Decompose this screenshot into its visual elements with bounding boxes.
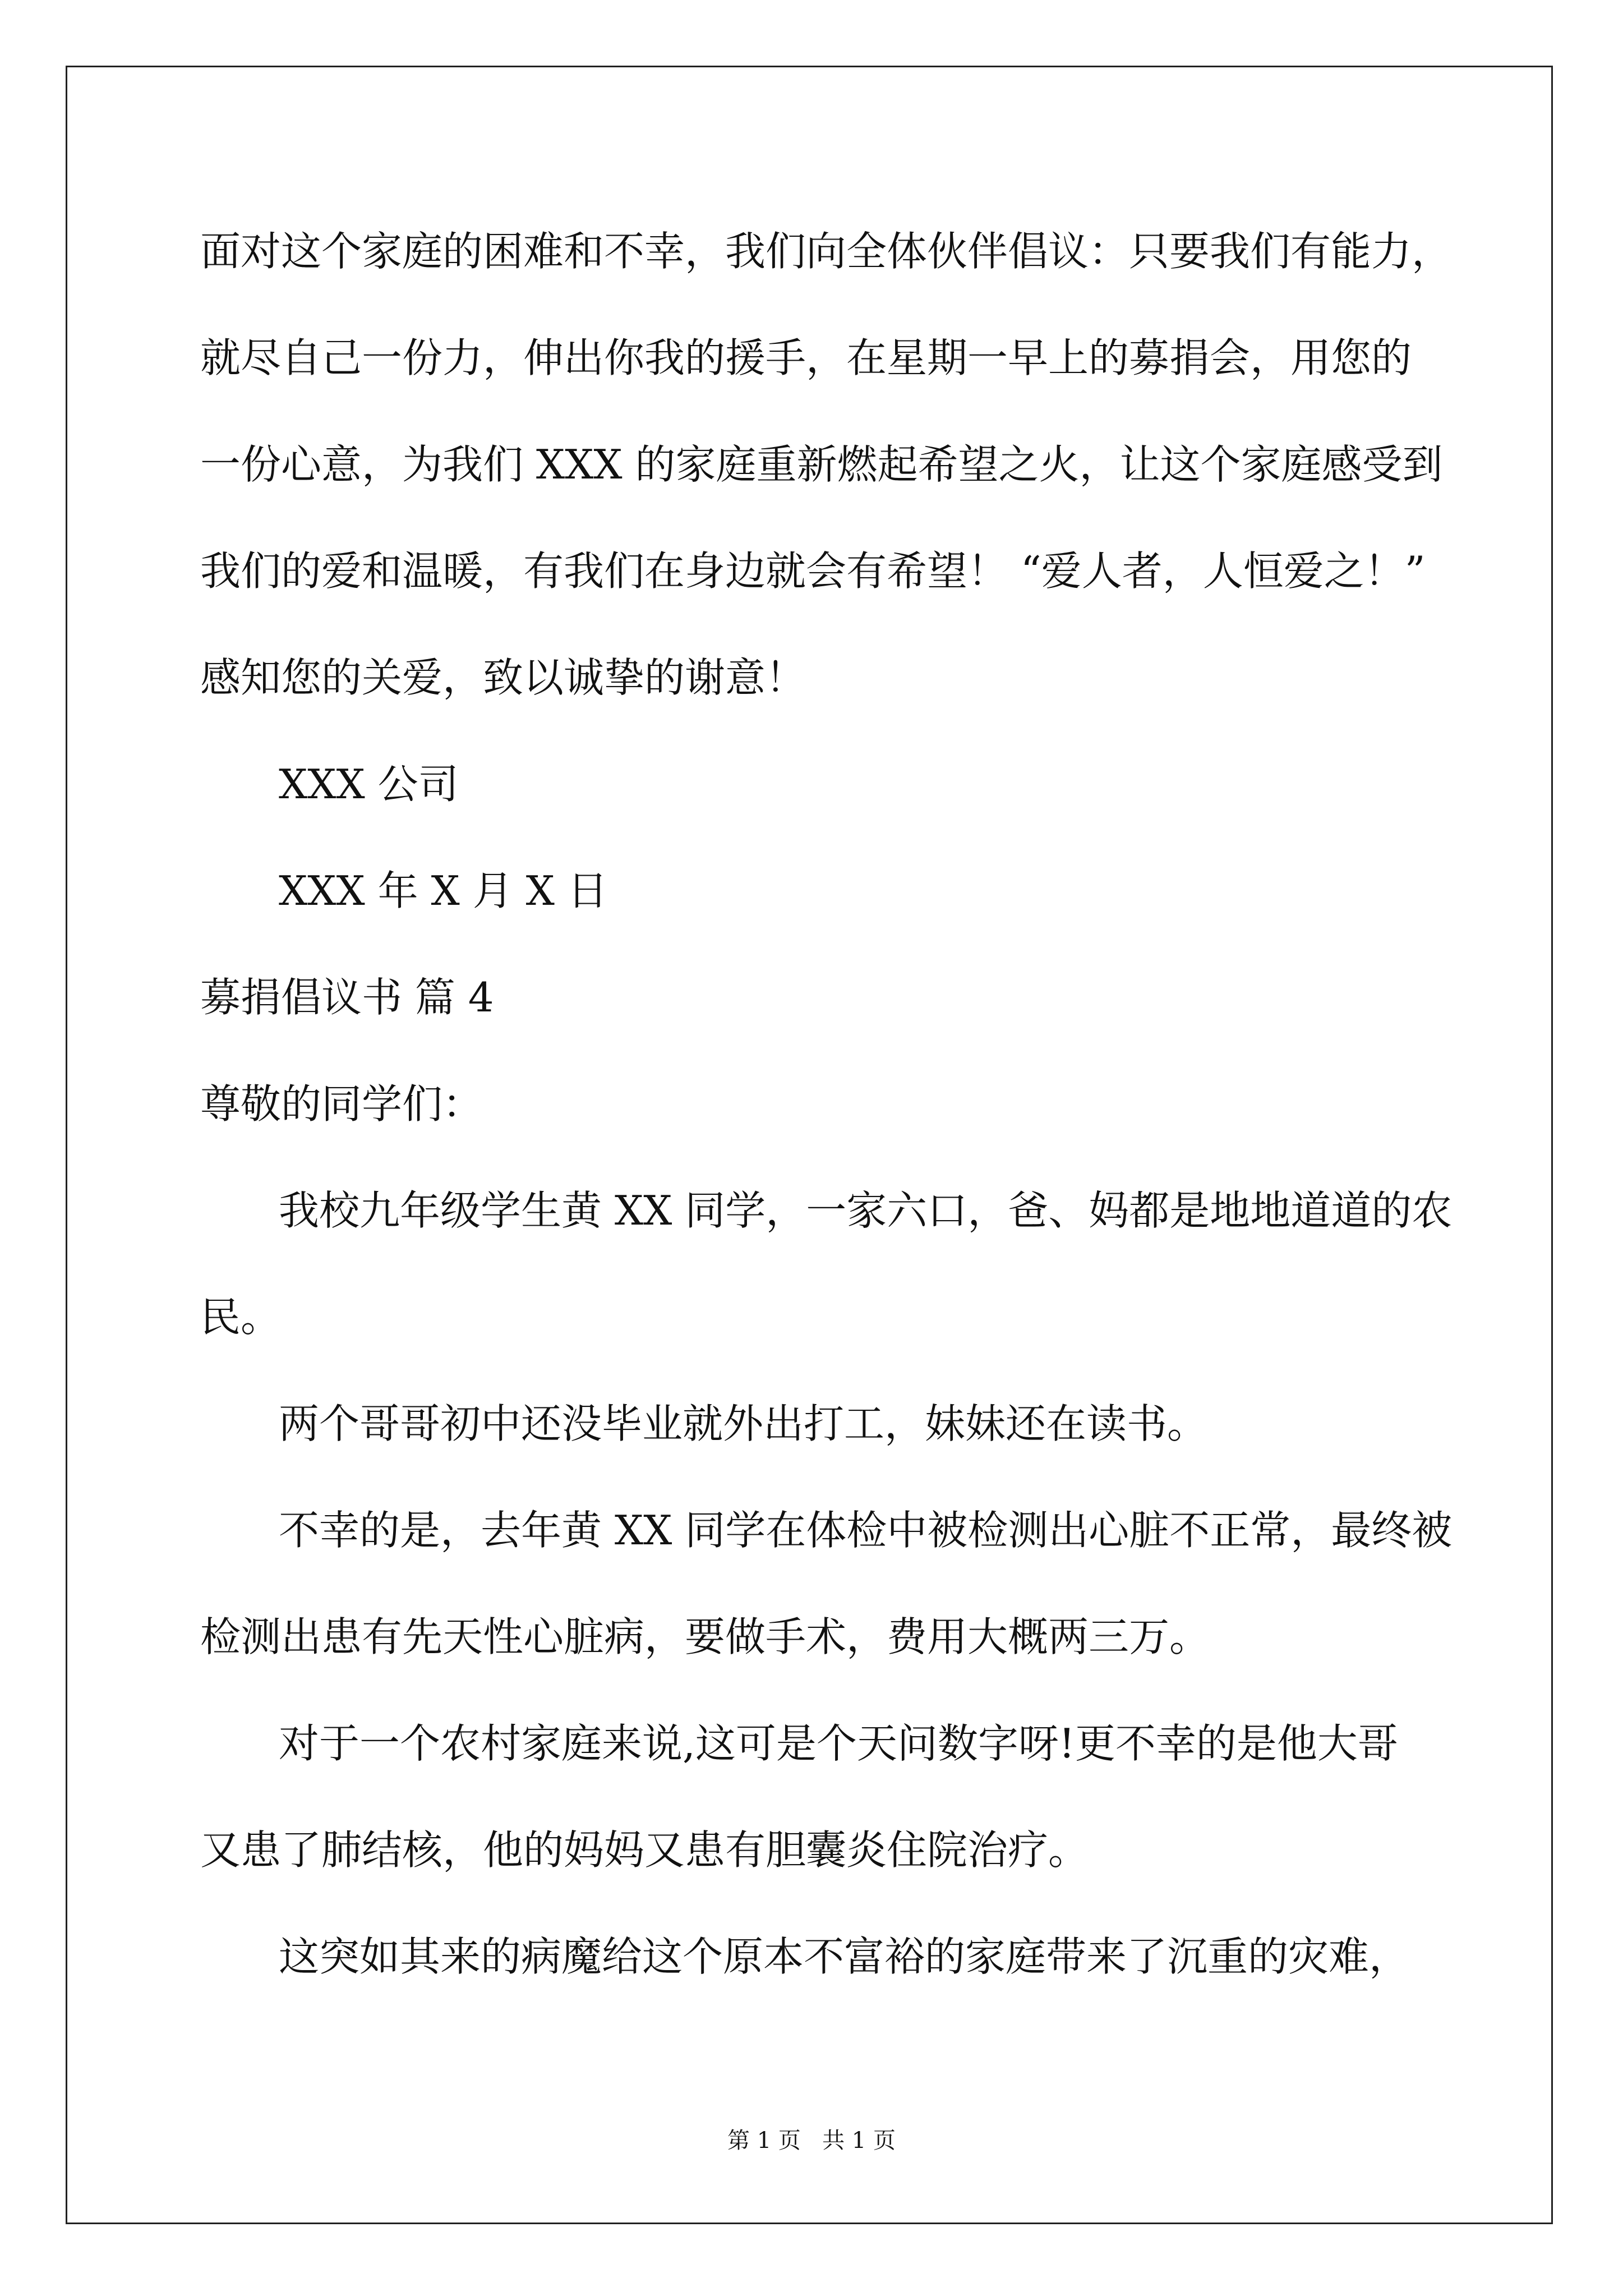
intro-paragraph <box>200 198 1535 731</box>
paragraph-line: 检测出患有先天性心脏病，要做手术，费用大概两三万。 <box>200 1613 1210 1660</box>
paragraph-line: 就尽自己一份力，伸出你我的援手，在星期一早上的募捐会，用您的 <box>200 334 1412 381</box>
body-paragraph <box>200 1690 1535 1903</box>
page-footer: 第 1 页 共 1 页 <box>727 2128 896 2154</box>
paragraph-line: 面对这个家庭的困难和不幸，我们向全体伙伴倡议：只要我们有能力， <box>200 228 1453 275</box>
paragraph-line: 这突如其来的病魔给这个原本不富裕的家庭带来了沉重的灾难， <box>279 1933 1410 1980</box>
salutation: 尊敬的同学们： <box>200 1080 483 1128</box>
paragraph-line: 民。 <box>200 1294 282 1341</box>
paragraph-line: 我们的爱和温暖，有我们在身边就会有希望！ “爱人者，人恒爱之！” <box>200 547 1426 595</box>
paragraph-line: 一份心意，为我们 XXX 的家庭重新燃起希望之火，让这个家庭感受到 <box>200 441 1443 488</box>
paragraph-line: 对于一个农村家庭来说,这可是个天问数字呀!更不幸的是他大哥 <box>279 1720 1398 1767</box>
paragraph-line: 又患了肺结核，他的妈妈又患有胆囊炎住院治疗。 <box>200 1826 1089 1874</box>
document-body <box>200 198 1535 2010</box>
body-paragraph <box>200 1477 1535 1690</box>
body-paragraph <box>200 1903 1535 2010</box>
signature-block <box>200 731 1535 944</box>
paragraph-line: 不幸的是，去年黄 XX 同学在体检中被检测出心脏不正常，最终被 <box>279 1507 1453 1554</box>
paragraph-line: 感知您的关爱，致以诚挚的谢意！ <box>200 654 806 701</box>
body-paragraph <box>200 1157 1535 1370</box>
body-paragraph <box>200 1370 1535 1477</box>
paragraph-line: 我校九年级学生黄 XX 同学，一家六口，爸、妈都是地地道道的农 <box>279 1187 1453 1234</box>
paragraph-line: 两个哥哥初中还没毕业就外出打工，妹妹还在读书。 <box>279 1400 1208 1447</box>
signature-company: XXX 公司 <box>279 761 459 808</box>
signature-date: XXX 年 X 月 X 日 <box>279 867 608 914</box>
section-heading: 募捐倡议书 篇 4 <box>200 974 494 1021</box>
